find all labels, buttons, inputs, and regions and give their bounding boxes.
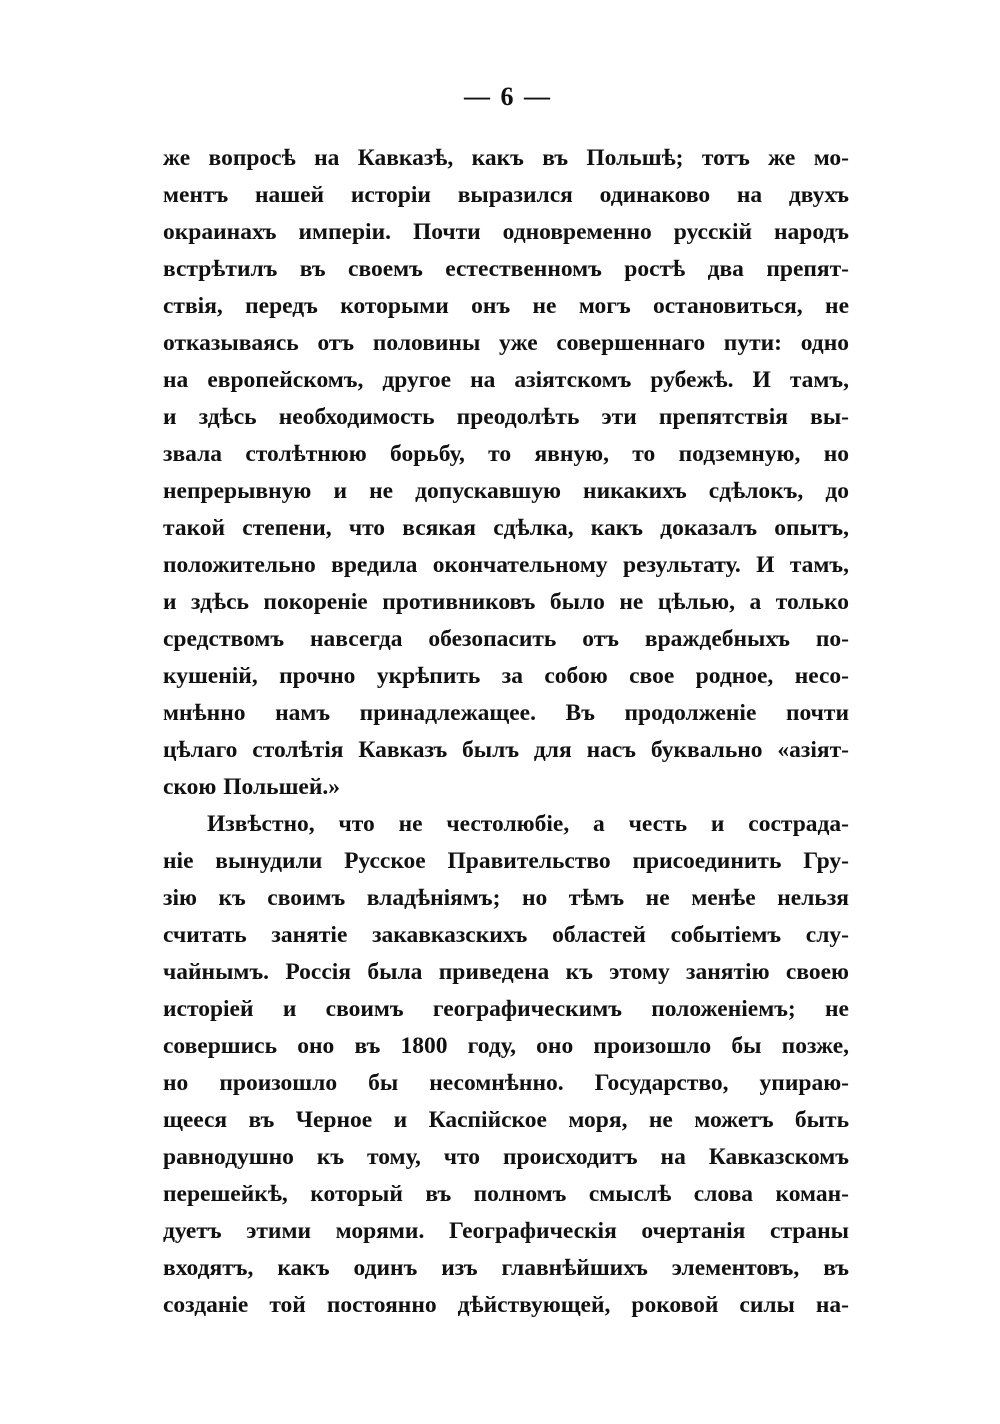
text-line: такой степени, что всякая сдѣлка, какъ доказалъ опытъ, — [163, 515, 849, 541]
text-line: дуетъ этими морями. Географическія очертанія страны — [163, 1218, 849, 1244]
text-line: но произошло бы несомнѣнно. Государство, упираю- — [163, 1070, 849, 1096]
text-line: Извѣстно, что не честолюбіе, а честь и сострада- — [207, 811, 849, 837]
text-line: и здѣсь покореніе противниковъ было не цѣлью, а только — [163, 589, 849, 615]
text-line: исторіей и своимъ географическимъ положеніемъ; не — [163, 996, 849, 1022]
text-line: зію къ своимъ владѣніямъ; но тѣмъ не менѣе нельзя — [163, 885, 849, 911]
text-line: положительно вредила окончательному результату. И тамъ, — [163, 552, 849, 578]
text-line: средствомъ навсегда обезопасить отъ враждебныхъ по- — [163, 626, 849, 652]
text-line: и здѣсь необходимость преодолѣть эти препятствія вы- — [163, 404, 849, 430]
body-text — [163, 140, 849, 1324]
text-line: цѣлаго столѣтія Кавказъ былъ для насъ буквально «азіят- — [163, 737, 849, 763]
text-line: отказываясь отъ половины уже совершеннаго пути: одно — [163, 330, 849, 356]
text-line: считать занятіе закавказскихъ областей событіемъ слу- — [163, 922, 849, 948]
text-line: совершись оно въ 1800 году, оно произошло бы позже, — [163, 1033, 849, 1059]
text-line: кушеній, прочно укрѣпить за собою свое родное, несо- — [163, 663, 849, 689]
text-line: скою Польшей.» — [163, 774, 341, 800]
text-line: окраинахъ имперіи. Почти одновременно русскій народъ — [163, 219, 849, 245]
text-line: щееся въ Черное и Каспійское моря, не можетъ быть — [163, 1107, 849, 1133]
text-line: звала столѣтнюю борьбу, то явную, то подземную, но — [163, 441, 849, 467]
text-line: входятъ, какъ одинъ изъ главнѣйшихъ элементовъ, въ — [163, 1255, 849, 1281]
text-line: ствія, передъ которыми онъ не могъ остановиться, не — [163, 293, 849, 319]
text-line: равнодушно къ тому, что происходитъ на Кавказскомъ — [163, 1144, 849, 1170]
text-line: ментъ нашей исторіи выразился одинаково на двухъ — [163, 182, 849, 208]
text-line: созданіе той постоянно дѣйствующей, роковой силы на- — [163, 1292, 849, 1318]
text-line: же вопросѣ на Кавказѣ, какъ въ Польшѣ; тотъ же мо- — [163, 145, 849, 171]
text-line: перешейкѣ, который въ полномъ смыслѣ слова коман- — [163, 1181, 849, 1207]
text-line: встрѣтилъ въ своемъ естественномъ ростѣ два препят- — [163, 256, 849, 282]
text-line: чайнымъ. Россія была приведена къ этому занятію своею — [163, 959, 849, 985]
text-line: мнѣнно намъ принадлежащее. Въ продолженіе почти — [163, 700, 849, 726]
page-number: — 6 — — [464, 82, 552, 111]
text-line: непрерывную и не допускавшую никакихъ сдѣлокъ, до — [163, 478, 849, 504]
text-line: на европейскомъ, другое на азіятскомъ рубежѣ. И тамъ, — [163, 367, 849, 393]
text-line: ніе вынудили Русское Правительство присоединить Гру- — [163, 848, 849, 874]
